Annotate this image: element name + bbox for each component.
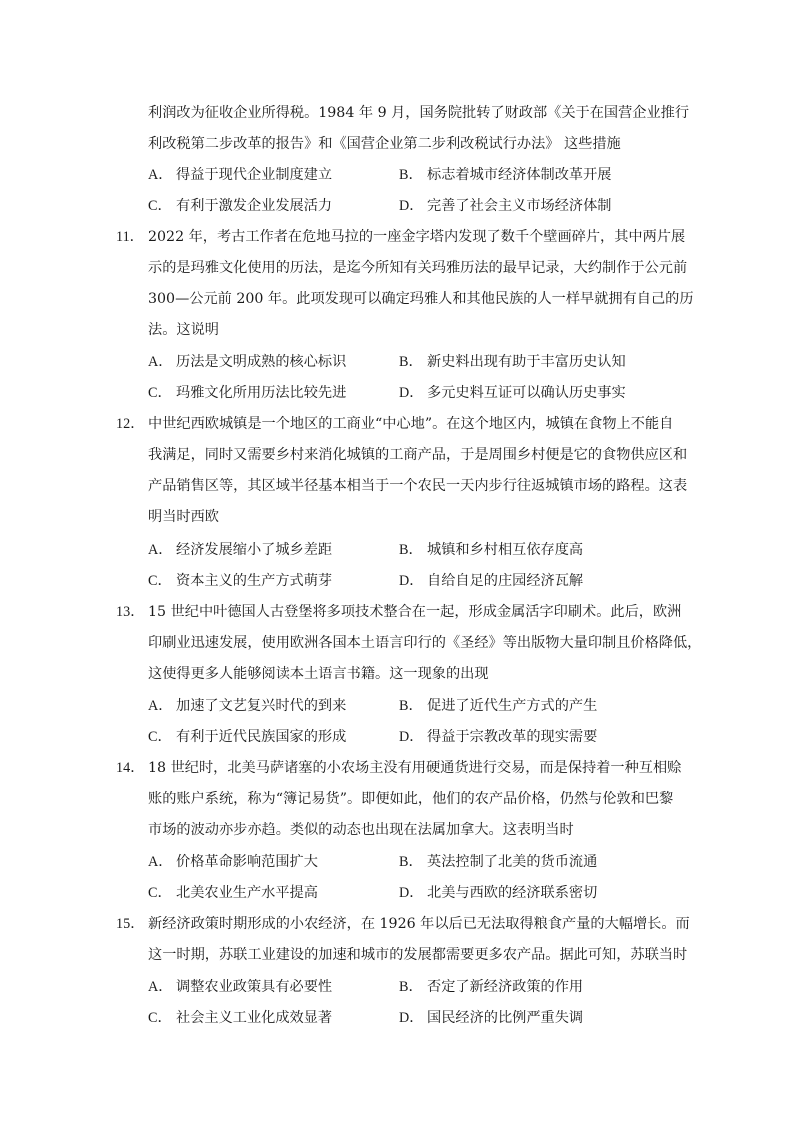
option-b [399, 852, 597, 872]
option-letter: A． [148, 354, 173, 370]
option-text: 得益于现代企业制度建立 [176, 167, 333, 183]
option-text: 完善了社会主义市场经济体制 [427, 198, 612, 214]
option-b [399, 352, 626, 372]
question-line: 市场的波动亦步亦趋。类似的动态也出现在法属加拿大。这表明当时 [148, 822, 574, 838]
option-text: 得益于宗教改革的现实需要 [427, 729, 598, 745]
question-line: 这一时期，苏联工业建设的加速和城市的发展都需要更多农产品。据此可知，苏联当时 [148, 947, 688, 963]
option-text: 北美与西欧的经济联系密切 [427, 885, 598, 901]
option-text: 加速了文艺复兴时代的到来 [176, 698, 347, 714]
option-letter: C． [148, 573, 172, 589]
option-letter: A． [148, 854, 173, 870]
option-b [399, 696, 597, 716]
option-letter: A． [148, 979, 173, 995]
question-line: 明当时西欧 [148, 509, 219, 525]
option-letter: A． [148, 698, 173, 714]
option-a [148, 540, 332, 560]
option-d [399, 727, 597, 747]
option-c [148, 727, 346, 747]
question-number: 12． [116, 416, 145, 432]
question-number: 15． [116, 916, 145, 932]
option-d [399, 1008, 583, 1028]
option-a [148, 852, 318, 872]
question-number: 14． [116, 760, 145, 776]
option-letter: C． [148, 729, 172, 745]
option-text: 英法控制了北美的货币流通 [427, 854, 598, 870]
option-text: 社会主义工业化成效显著 [176, 1010, 333, 1026]
question-line: 印刷业迅速发展，使用欧洲各国本土语言印行的《圣经》等出版物大量印制且价格降低， [148, 635, 702, 651]
option-text: 自给自足的庄园经济瓦解 [427, 573, 584, 589]
option-text: 标志着城市经济体制改革开展 [427, 167, 612, 183]
option-text: 否定了新经济政策的作用 [427, 979, 584, 995]
option-text: 有利于近代民族国家的形成 [176, 729, 347, 745]
question-line: 法。这说明 [148, 322, 219, 338]
option-text: 国民经济的比例严重失调 [427, 1010, 584, 1026]
question-number: 11． [116, 229, 144, 245]
option-text: 历法是文明成熟的核心标识 [176, 354, 347, 370]
option-c [148, 571, 332, 591]
option-text: 促进了近代生产方式的产生 [427, 698, 598, 714]
option-d [399, 383, 626, 403]
option-letter: D． [399, 885, 424, 901]
question-line: 新经济政策时期形成的小农经济，在 1926 年以后已无法取得粮食产量的大幅增长。而 [148, 916, 690, 932]
option-letter: C． [148, 1010, 172, 1026]
option-text: 玛雅文化所用历法比较先进 [176, 385, 347, 401]
question-line: 账的账户系统，称为“簿记易货”。即便如此，他们的农产品价格，仍然与伦敦和巴黎 [148, 791, 674, 807]
option-d [399, 196, 611, 216]
option-letter: B． [399, 167, 423, 183]
option-letter: D． [399, 198, 424, 214]
option-letter: A． [148, 542, 173, 558]
option-text: 资本主义的生产方式萌芽 [176, 573, 333, 589]
option-text: 城镇和乡村相互依存度高 [427, 542, 584, 558]
option-letter: D． [399, 573, 424, 589]
option-text: 价格革命影响范围扩大 [176, 854, 318, 870]
option-letter: C． [148, 385, 172, 401]
question-line: 18 世纪时，北美马萨诸塞的小农场主没有用硬通货进行交易，而是保持着一种互相赊 [148, 760, 682, 776]
question-line: 2022 年，考古工作者在危地马拉的一座金字塔内发现了数千个壁画碎片，其中两片展 [148, 229, 686, 245]
intro-line-2: 利改税第二步改革的报告》和《国营企业第二步利改税试行办法》 这些措施 [148, 136, 621, 152]
option-text: 有利于激发企业发展活力 [176, 198, 333, 214]
question-line: 我满足，同时又需要乡村来消化城镇的工商产品，于是周围乡村便是它的食物供应区和 [148, 447, 688, 463]
option-a [148, 696, 346, 716]
option-c [148, 1008, 332, 1028]
option-letter: C． [148, 885, 172, 901]
option-text: 调整农业政策具有必要性 [176, 979, 333, 995]
option-text: 经济发展缩小了城乡差距 [176, 542, 333, 558]
option-text: 多元史料互证可以确认历史事实 [427, 385, 626, 401]
option-letter: B． [399, 854, 423, 870]
option-b [399, 165, 611, 185]
option-text: 北美农业生产水平提高 [176, 885, 318, 901]
intro-line-1: 利润改为征收企业所得税。1984 年 9 月，国务院批转了财政部《关于在国营企业推行 [148, 105, 690, 121]
option-d [399, 571, 583, 591]
option-letter: C． [148, 198, 172, 214]
option-letter: B． [399, 698, 423, 714]
option-text: 新史料出现有助于丰富历史认知 [427, 354, 626, 370]
option-d [399, 883, 597, 903]
question-line: 15 世纪中叶德国人古登堡将多项技术整合在一起，形成金属活字印刷术。此后，欧洲 [148, 604, 682, 620]
question-line: 中世纪西欧城镇是一个地区的工商业“中心地”。在这个地区内，城镇在食物上不能自 [148, 416, 674, 432]
option-c [148, 883, 318, 903]
option-letter: A． [148, 167, 173, 183]
option-a [148, 352, 346, 372]
option-letter: D． [399, 385, 424, 401]
option-letter: B． [399, 542, 423, 558]
option-b [399, 977, 583, 997]
option-letter: D． [399, 1010, 424, 1026]
question-line: 这使得更多人能够阅读本土语言书籍。这一现象的出现 [148, 666, 489, 682]
option-c [148, 383, 346, 403]
option-b [399, 540, 583, 560]
question-number: 13． [116, 604, 145, 620]
option-letter: B． [399, 354, 423, 370]
option-letter: D． [399, 729, 424, 745]
question-line: 产品销售区等，其区域半径基本相当于一个农民一天内步行往返城镇市场的路程。这表 [148, 478, 688, 494]
question-line: 300—公元前 200 年。此项发现可以确定玛雅人和其他民族的人一样早就拥有自己的历 [148, 291, 694, 307]
option-a [148, 977, 332, 997]
question-line: 示的是玛雅文化使用的历法，是迄今所知有关玛雅历法的最早记录，大约制作于公元前 [148, 260, 688, 276]
option-letter: B． [399, 979, 423, 995]
option-c [148, 196, 332, 216]
option-a [148, 165, 332, 185]
